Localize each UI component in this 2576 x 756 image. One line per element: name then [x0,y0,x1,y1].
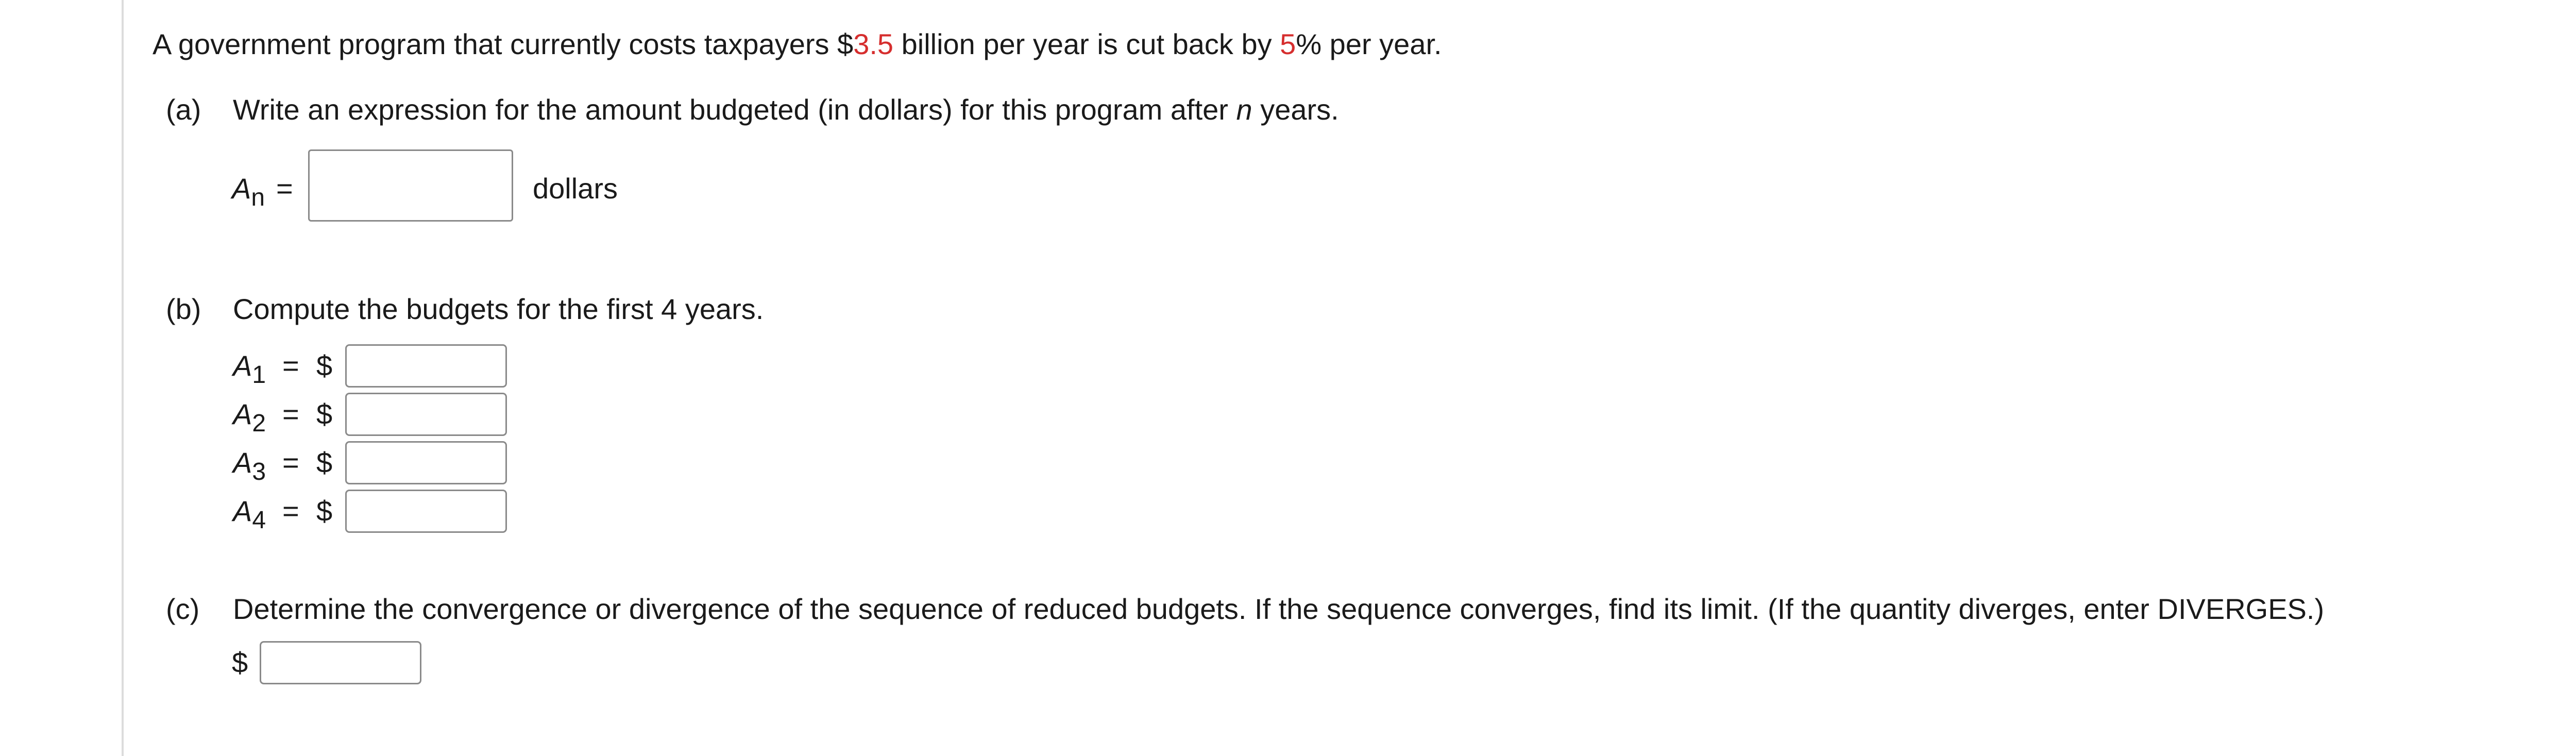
part-a-prompt-suffix: years. [1252,93,1339,126]
part-b-answer-input-3[interactable] [345,441,507,484]
row-var-sub: 2 [252,410,266,437]
rate-value: 5 [1280,28,1296,60]
part-a-prompt-prefix: Write an expression for the amount budgeted (in dollars) for this program after [233,93,1236,126]
part-b-answer-input-4[interactable] [345,490,507,533]
intro-suffix: % per year. [1296,28,1442,60]
part-b-row-var [233,349,266,389]
part-a-lhs [232,172,265,211]
row-var-letter: A [233,349,252,382]
row-var-letter: A [233,495,252,527]
part-b-row-var [233,398,266,437]
intro-middle: billion per year is cut back by [893,28,1280,60]
part-b-row-equals: = [282,349,299,382]
part-b-row-currency: $ [316,349,333,382]
part-b-row-equals: = [282,495,299,527]
part-a-equals: = [276,172,293,205]
part-b-label: (b) [166,293,201,325]
part-c-answer-input[interactable] [260,641,421,684]
part-b-row-equals: = [282,446,299,479]
part-a-lhs-var: A [232,172,251,205]
part-b-prompt: Compute the budgets for the first 4 years. [233,293,764,325]
cost-value: 3.5 [853,28,894,60]
row-var-sub: 1 [252,361,266,389]
part-a-unit: dollars [533,172,618,205]
part-a-prompt-var: n [1236,93,1252,126]
part-c-label: (c) [166,593,200,625]
part-b-row-var [233,495,266,534]
intro-prefix: A government program that currently costs taxpayers $ [152,28,854,60]
part-a-label: (a) [166,93,201,126]
row-var-letter: A [233,398,252,430]
part-c-prompt: Determine the convergence or divergence of the sequence of reduced budgets. If the sequence converges, find its limit. (If the quantity diverges, enter DIVERGES.) [233,593,2325,625]
part-b-answer-input-2[interactable] [345,393,507,436]
row-var-letter: A [233,446,252,479]
part-c-currency: $ [232,646,248,679]
part-b-row-equals: = [282,398,299,430]
row-var-sub: 4 [252,507,266,534]
part-b-row-currency: $ [316,495,333,527]
part-a-answer-input[interactable] [308,149,513,222]
part-a-prompt [233,95,1339,124]
part-b-row-currency: $ [316,446,333,479]
row-var-sub: 3 [252,458,266,485]
part-b-row-currency: $ [316,398,333,430]
part-a-lhs-sub: n [251,184,265,211]
part-b-answer-input-1[interactable] [345,344,507,388]
problem-statement [152,30,1442,59]
part-b-row-var [233,446,266,485]
